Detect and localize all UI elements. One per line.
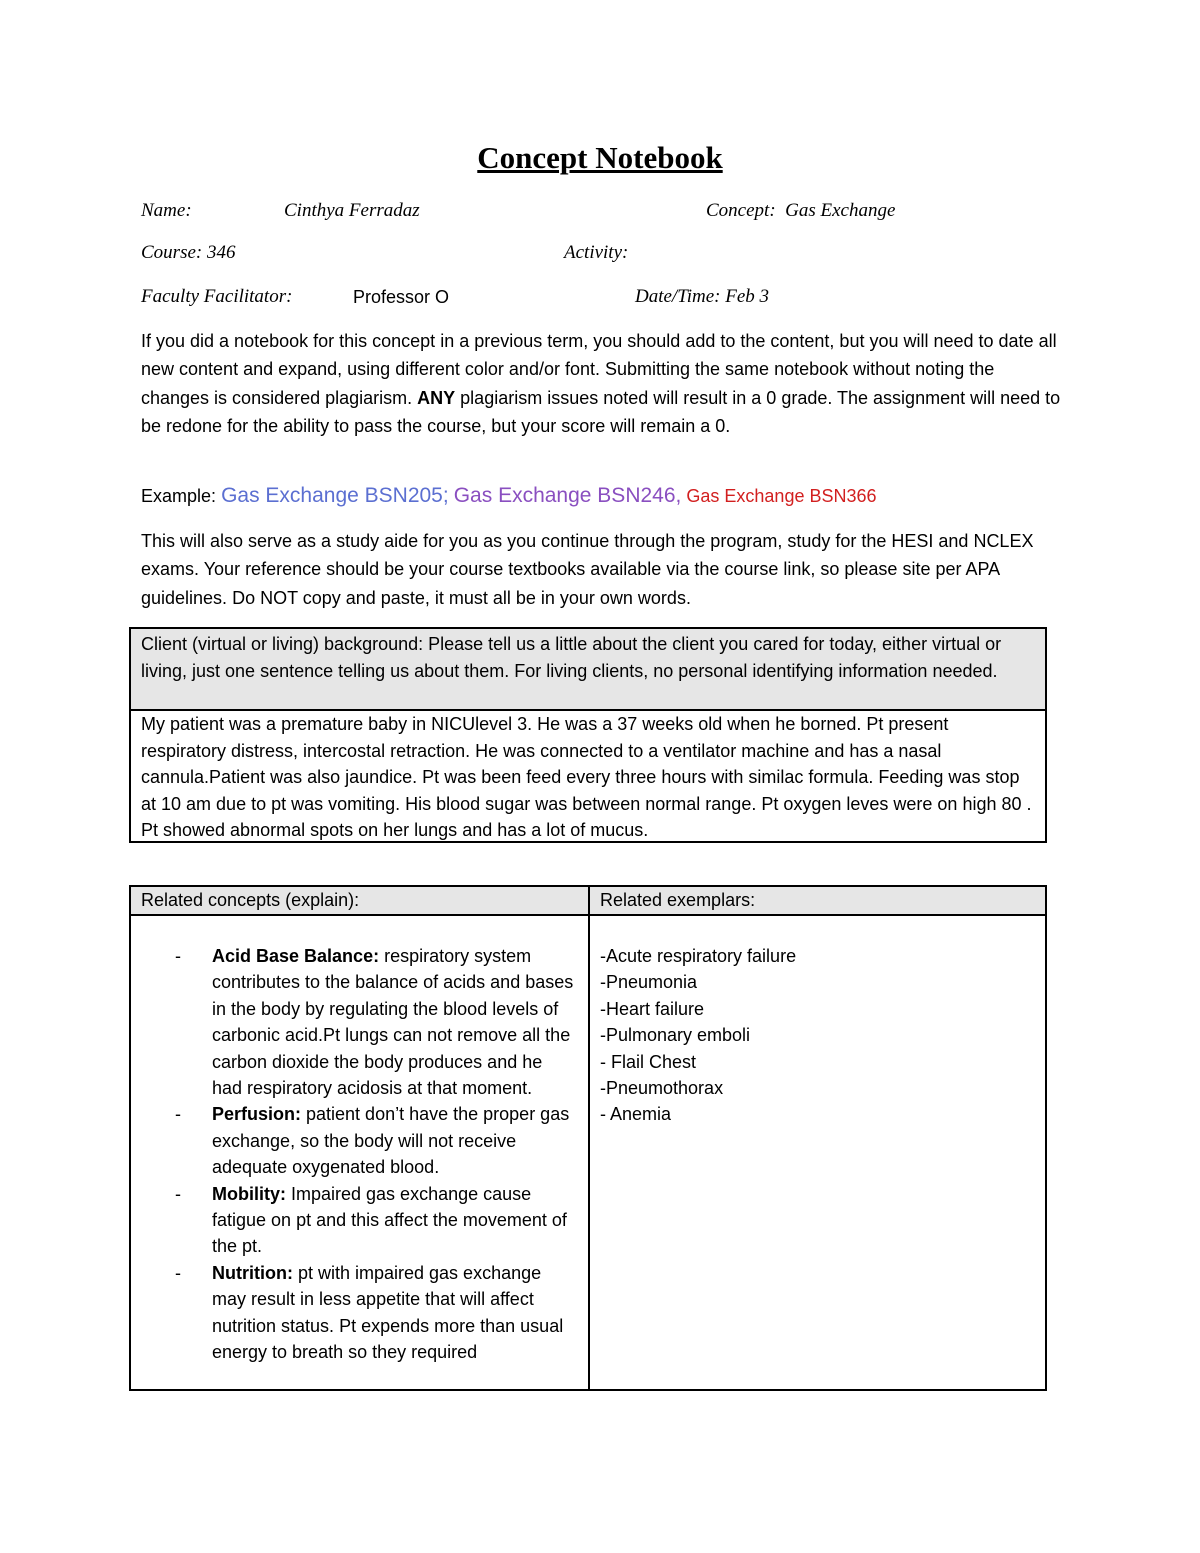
example-bsn205: Gas Exchange BSN205; <box>221 484 449 507</box>
list-bullet: - <box>175 1183 181 1204</box>
related-table <box>129 885 1047 1391</box>
related-exemplars-heading: Related exemplars: <box>590 887 1045 916</box>
datetime-value: Feb 3 <box>725 286 770 307</box>
related-concepts-list <box>131 943 588 1366</box>
name-label: Name: <box>141 200 192 221</box>
concept-item-mobility <box>131 1181 588 1260</box>
exemplar-item: -Pulmonary emboli <box>600 1025 751 1046</box>
course-label: Course: <box>141 242 203 263</box>
course-field <box>141 242 235 264</box>
related-exemplars-list <box>600 943 796 1128</box>
list-bullet: - <box>175 1262 181 1283</box>
name-value: Cinthya Ferradaz <box>284 200 420 221</box>
exemplar-item: - Flail Chest <box>600 1051 697 1072</box>
related-concepts-heading: Related concepts (explain): <box>131 887 590 916</box>
study-aide-paragraph: This will also serve as a study aide for you as you continue through the program, study for the HESI and NCLEX exams. Your reference should be your course textbooks available via the course link, so please site per APA guidelines. Do NOT copy and paste, it must all be in your own words. <box>141 531 1034 608</box>
client-background-heading: Client (virtual or living) background: Please tell us a little about the client you cared for today, either virtual or living, just one sentence telling us about them. For living clients, no personal identifying information needed. <box>131 629 1045 711</box>
list-bullet: - <box>175 946 181 966</box>
list-bullet: - <box>175 1104 181 1125</box>
example-line <box>141 484 877 508</box>
exemplar-item: -Pneumonia <box>600 972 698 993</box>
concept-item-nutrition <box>131 1260 588 1366</box>
datetime-label: Date/Time: <box>635 286 721 307</box>
example-separator: , <box>675 484 682 507</box>
concept-text: pt with impaired gas exchange may result in less appetite that will affect nutrition status. Pt expends more than usual energy to breath so they required <box>212 1262 564 1363</box>
exemplar-item: - Anemia <box>600 1104 672 1125</box>
concept-term: Nutrition: <box>212 1262 293 1283</box>
concept-label: Concept: <box>706 200 776 221</box>
concept-text: patient don’t have the proper gas exchange, so the body will not receive adequate oxygenated blood. <box>212 1104 570 1178</box>
page-title: Concept Notebook <box>477 140 723 175</box>
concept-term: Acid Base Balance: <box>212 946 380 966</box>
exemplar-item: -Acute respiratory failure <box>600 946 797 966</box>
instructions-paragraph <box>141 327 1066 441</box>
column-divider <box>588 887 590 1389</box>
example-label: Example: <box>141 486 217 506</box>
client-background-body: My patient was a premature baby in NICUlevel 3. He was a 37 weeks old when he borned. Pt present respiratory distress, intercostal retraction. He was connected to a ventilator machine and has a nasal cannula.Patient was also jaundice. Pt was been feed every three hours with similac formula. Feeding was stop at 10 am due to pt was vomiting. His blood sugar was between normal range. Pt oxygen leves were on high 80 . Pt showed abnormal spots on her lungs and has a lot of mucus. <box>141 714 1032 840</box>
concept-item-acid-base <box>131 943 588 1101</box>
datetime-field <box>635 286 769 308</box>
instructions-text-a: If you did a notebook for this concept in a previous term, you should add to the content, but you will need to date all new content and expand, using different color and/or font. Submitting the same notebook without noting the changes is considered plagiarism. <box>141 331 1057 408</box>
concept-field <box>706 200 895 222</box>
instructions-emphasis: ANY <box>417 387 456 408</box>
exemplar-item: -Pneumothorax <box>600 1078 724 1099</box>
facilitator-label: Faculty Facilitator: <box>141 286 293 307</box>
example-bsn246: Gas Exchange BSN246 <box>453 484 676 507</box>
concept-item-perfusion <box>131 1101 588 1180</box>
concept-term: Perfusion: <box>212 1104 302 1125</box>
concept-text: respiratory system contributes to the balance of acids and bases in the body by regulating the blood levels of carbonic acid.Pt lungs can not remove all the carbon dioxide the body produces and he had respiratory acidosis at that moment. <box>212 946 574 1099</box>
concept-value: Gas Exchange <box>785 200 896 221</box>
concept-term: Mobility: <box>212 1183 286 1204</box>
client-background-table <box>129 627 1047 843</box>
concept-text: Impaired gas exchange cause fatigue on pt and this affect the movement of the pt. <box>212 1183 567 1257</box>
instructions-text-b: plagiarism issues noted will result in a 0 grade. The assignment will need to be redone for the ability to pass the course, but your score will remain a 0. <box>141 387 1061 437</box>
exemplar-item: -Heart failure <box>600 998 705 1019</box>
example-bsn366: Gas Exchange BSN366 <box>686 486 877 506</box>
facilitator-value: Professor O <box>353 287 450 307</box>
course-value: 346 <box>206 242 236 263</box>
activity-label: Activity: <box>564 242 629 263</box>
